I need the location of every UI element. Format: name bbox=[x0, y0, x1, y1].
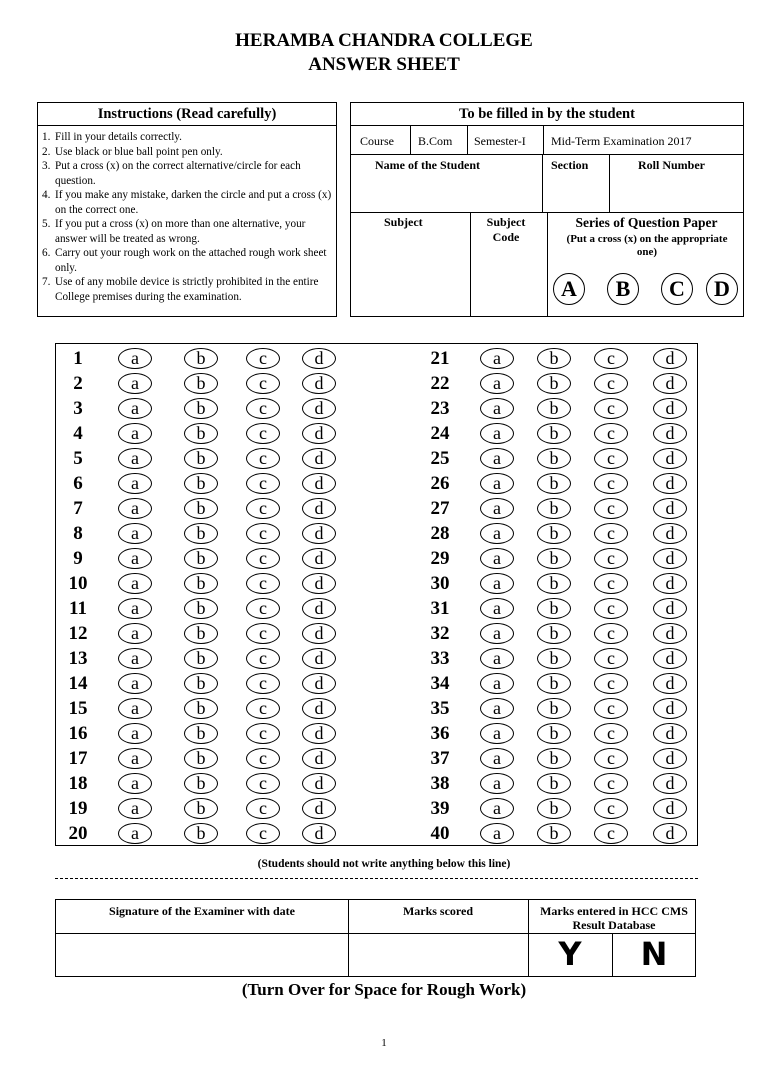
college-name: HERAMBA CHANDRA COLLEGE bbox=[235, 30, 533, 51]
answer-row bbox=[56, 821, 697, 846]
answer-row bbox=[56, 496, 697, 521]
question-number: 18 bbox=[68, 773, 88, 794]
answer-option-c[interactable]: c bbox=[594, 798, 628, 819]
question-number: 17 bbox=[68, 748, 88, 769]
answer-option-a[interactable]: a bbox=[480, 798, 514, 819]
answer-option-a[interactable]: a bbox=[118, 748, 152, 769]
instructions-heading: Instructions (Read carefully) bbox=[38, 103, 336, 126]
answer-option-b[interactable]: b bbox=[537, 773, 571, 794]
answer-option-b[interactable]: b bbox=[537, 523, 571, 544]
question-number: 15 bbox=[68, 698, 88, 719]
answer-row bbox=[56, 696, 697, 721]
answer-option-b[interactable]: b bbox=[184, 648, 218, 669]
question-number: 6 bbox=[73, 473, 83, 494]
answer-row bbox=[56, 746, 697, 771]
answer-option-a[interactable]: a bbox=[118, 598, 152, 619]
answer-option-b[interactable]: b bbox=[184, 823, 218, 844]
instruction-item bbox=[42, 217, 332, 246]
answer-option-b[interactable]: b bbox=[537, 823, 571, 844]
answer-option-a[interactable]: a bbox=[480, 698, 514, 719]
instruction-item bbox=[42, 145, 332, 160]
answer-option-c[interactable]: c bbox=[246, 523, 280, 544]
answer-option-d[interactable]: d bbox=[653, 748, 687, 769]
instruction-number: 2. bbox=[42, 145, 51, 158]
question-number: 19 bbox=[68, 798, 88, 819]
answer-option-b[interactable]: b bbox=[537, 648, 571, 669]
question-number: 4 bbox=[73, 423, 83, 444]
answer-option-a[interactable]: a bbox=[480, 598, 514, 619]
instruction-text: Use black or blue ball point pen only. bbox=[55, 145, 223, 158]
answer-option-b[interactable]: b bbox=[537, 548, 571, 569]
answer-option-b[interactable]: b bbox=[184, 598, 218, 619]
answer-option-d[interactable]: d bbox=[302, 523, 336, 544]
answer-option-b[interactable]: b bbox=[537, 448, 571, 469]
answer-option-c[interactable]: c bbox=[246, 498, 280, 519]
answer-option-c[interactable]: c bbox=[246, 423, 280, 444]
instruction-number: 3. bbox=[42, 160, 51, 172]
name-label: Name of the Student bbox=[375, 158, 480, 172]
series-option-d[interactable]: D bbox=[706, 273, 738, 305]
instruction-text: If you put a cross (x) on more than one alternative, your answer will be treated as wrong. bbox=[55, 218, 306, 245]
answer-option-a[interactable]: a bbox=[480, 723, 514, 744]
answer-option-c[interactable]: c bbox=[246, 723, 280, 744]
instruction-item bbox=[42, 275, 332, 304]
answer-option-d[interactable]: d bbox=[653, 798, 687, 819]
answer-option-c[interactable]: c bbox=[594, 673, 628, 694]
instruction-number: 6. bbox=[42, 247, 51, 259]
answer-option-b[interactable]: b bbox=[537, 373, 571, 394]
answer-option-c[interactable]: c bbox=[246, 573, 280, 594]
answer-option-a[interactable]: a bbox=[118, 723, 152, 744]
answer-option-d[interactable]: d bbox=[653, 448, 687, 469]
question-number: 21 bbox=[430, 348, 450, 369]
question-number: 8 bbox=[73, 523, 83, 544]
answer-option-b[interactable]: b bbox=[184, 748, 218, 769]
answer-option-d[interactable]: d bbox=[653, 698, 687, 719]
question-number: 13 bbox=[68, 648, 88, 669]
question-number: 27 bbox=[430, 498, 450, 519]
answer-option-b[interactable]: b bbox=[537, 423, 571, 444]
answer-option-a[interactable]: a bbox=[480, 498, 514, 519]
instruction-item bbox=[42, 246, 332, 275]
answer-option-b[interactable]: b bbox=[184, 723, 218, 744]
answer-row bbox=[56, 621, 697, 646]
examiner-table bbox=[55, 899, 696, 977]
answer-option-d[interactable]: d bbox=[302, 473, 336, 494]
marks-scored-label: Marks scored bbox=[402, 904, 474, 918]
answer-option-c[interactable]: c bbox=[246, 398, 280, 419]
answer-option-a[interactable]: a bbox=[118, 798, 152, 819]
answer-option-d[interactable]: d bbox=[302, 823, 336, 844]
question-number: 26 bbox=[430, 473, 450, 494]
answer-option-c[interactable]: c bbox=[246, 548, 280, 569]
answer-option-a[interactable]: a bbox=[480, 548, 514, 569]
question-number: 23 bbox=[430, 398, 450, 419]
answer-option-d[interactable]: d bbox=[302, 773, 336, 794]
answer-option-d[interactable]: d bbox=[302, 398, 336, 419]
dashed-divider bbox=[55, 878, 698, 879]
answer-option-b[interactable]: b bbox=[184, 448, 218, 469]
instruction-text: If you make any mistake, darken the circle and put a cross (x) on the correct one. bbox=[55, 189, 332, 216]
answer-option-b[interactable]: b bbox=[184, 348, 218, 369]
question-number: 24 bbox=[430, 423, 450, 444]
answer-option-a[interactable]: a bbox=[480, 573, 514, 594]
answer-option-a[interactable]: a bbox=[480, 423, 514, 444]
answer-option-a[interactable]: a bbox=[118, 423, 152, 444]
question-number: 34 bbox=[430, 673, 450, 694]
question-number: 3 bbox=[73, 398, 83, 419]
answer-option-a[interactable]: a bbox=[118, 823, 152, 844]
instruction-text: Use of any mobile device is strictly prohibited in the entire College premises during the examination. bbox=[55, 276, 319, 303]
page-number: 1 bbox=[381, 1037, 387, 1049]
answer-option-d[interactable]: d bbox=[653, 373, 687, 394]
semester-value[interactable]: Semester-I bbox=[474, 134, 526, 148]
answer-option-d[interactable]: d bbox=[653, 723, 687, 744]
answer-option-d[interactable]: d bbox=[653, 598, 687, 619]
question-number: 22 bbox=[430, 373, 450, 394]
answer-row bbox=[56, 471, 697, 496]
question-number: 7 bbox=[73, 498, 83, 519]
answer-option-c[interactable]: c bbox=[594, 748, 628, 769]
instruction-number: 4. bbox=[42, 189, 51, 201]
answer-option-a[interactable]: a bbox=[480, 523, 514, 544]
answer-option-a[interactable]: a bbox=[480, 823, 514, 844]
answer-row bbox=[56, 371, 697, 396]
instructions-list bbox=[38, 126, 336, 304]
answer-option-a[interactable]: a bbox=[118, 648, 152, 669]
question-number: 16 bbox=[68, 723, 88, 744]
instruction-text: Carry out your rough work on the attached rough work sheet only. bbox=[55, 247, 327, 274]
instruction-number: 5. bbox=[42, 218, 51, 230]
answer-option-b[interactable]: b bbox=[184, 498, 218, 519]
answer-option-c[interactable]: c bbox=[594, 723, 628, 744]
answer-option-a[interactable]: a bbox=[118, 523, 152, 544]
answer-option-a[interactable]: a bbox=[118, 398, 152, 419]
answer-option-a[interactable]: a bbox=[118, 623, 152, 644]
answer-option-b[interactable]: b bbox=[184, 798, 218, 819]
question-number: 38 bbox=[430, 773, 450, 794]
answer-option-b[interactable]: b bbox=[537, 673, 571, 694]
answer-option-a[interactable]: a bbox=[118, 773, 152, 794]
answer-option-c[interactable]: c bbox=[594, 423, 628, 444]
instruction-item bbox=[42, 188, 332, 217]
answer-option-a[interactable]: a bbox=[118, 573, 152, 594]
answer-option-b[interactable]: b bbox=[537, 698, 571, 719]
answer-option-c[interactable]: c bbox=[594, 373, 628, 394]
section-label: Section bbox=[551, 158, 589, 172]
answer-option-a[interactable]: a bbox=[118, 473, 152, 494]
answer-option-c[interactable]: c bbox=[594, 348, 628, 369]
answer-option-a[interactable]: a bbox=[118, 373, 152, 394]
instruction-item bbox=[42, 130, 332, 145]
answer-option-d[interactable]: d bbox=[302, 598, 336, 619]
hcc-yes-option[interactable]: Y bbox=[558, 935, 582, 973]
question-number: 29 bbox=[430, 548, 450, 569]
answer-row bbox=[56, 546, 697, 571]
answer-option-a[interactable]: a bbox=[118, 548, 152, 569]
student-details-box bbox=[350, 102, 744, 317]
question-number: 14 bbox=[68, 673, 88, 694]
turn-over-note: (Turn Over for Space for Rough Work) bbox=[241, 980, 527, 999]
question-number: 33 bbox=[430, 648, 450, 669]
answer-option-b[interactable]: b bbox=[184, 773, 218, 794]
answer-option-d[interactable]: d bbox=[653, 473, 687, 494]
answer-option-c[interactable]: c bbox=[594, 598, 628, 619]
question-number: 32 bbox=[430, 623, 450, 644]
answer-row bbox=[56, 346, 697, 371]
instruction-text: Put a cross (x) on the correct alternative/circle for each question. bbox=[55, 160, 301, 187]
answer-option-b[interactable]: b bbox=[537, 723, 571, 744]
hcc-entry-label: Marks entered in HCC CMS Result Database bbox=[540, 904, 688, 932]
answer-option-a[interactable]: a bbox=[118, 498, 152, 519]
answer-option-d[interactable]: d bbox=[302, 573, 336, 594]
answer-option-a[interactable]: a bbox=[480, 673, 514, 694]
answer-option-a[interactable]: a bbox=[118, 448, 152, 469]
answer-option-c[interactable]: c bbox=[246, 673, 280, 694]
answer-option-c[interactable]: c bbox=[246, 373, 280, 394]
answer-option-a[interactable]: a bbox=[480, 348, 514, 369]
answer-row bbox=[56, 571, 697, 596]
question-number: 28 bbox=[430, 523, 450, 544]
hcc-no-option[interactable]: N bbox=[640, 935, 668, 973]
answer-option-d[interactable]: d bbox=[653, 398, 687, 419]
question-number: 36 bbox=[430, 723, 450, 744]
answer-option-d[interactable]: d bbox=[302, 423, 336, 444]
answer-option-d[interactable]: d bbox=[302, 673, 336, 694]
answer-option-b[interactable]: b bbox=[537, 798, 571, 819]
answer-option-d[interactable]: d bbox=[302, 548, 336, 569]
answer-option-c[interactable]: c bbox=[246, 773, 280, 794]
series-label: Series of Question Paper bbox=[575, 215, 718, 230]
answer-option-c[interactable]: c bbox=[594, 823, 628, 844]
student-box-heading: To be filled in by the student bbox=[351, 103, 743, 126]
answer-option-c[interactable]: c bbox=[246, 748, 280, 769]
answer-option-d[interactable]: d bbox=[653, 423, 687, 444]
answer-grid bbox=[55, 343, 698, 846]
sheet-title: ANSWER SHEET bbox=[308, 54, 460, 75]
answer-option-b[interactable]: b bbox=[537, 498, 571, 519]
answer-option-d[interactable]: d bbox=[302, 448, 336, 469]
question-number: 37 bbox=[430, 748, 450, 769]
answer-option-b[interactable]: b bbox=[184, 573, 218, 594]
answer-option-a[interactable]: a bbox=[480, 623, 514, 644]
answer-option-c[interactable]: c bbox=[246, 348, 280, 369]
question-number: 12 bbox=[68, 623, 88, 644]
answer-option-d[interactable]: d bbox=[653, 648, 687, 669]
answer-option-d[interactable]: d bbox=[302, 623, 336, 644]
answer-option-c[interactable]: c bbox=[246, 648, 280, 669]
answer-option-d[interactable]: d bbox=[302, 648, 336, 669]
question-number: 1 bbox=[73, 348, 83, 369]
answer-option-d[interactable]: d bbox=[302, 373, 336, 394]
answer-option-b[interactable]: b bbox=[537, 748, 571, 769]
question-number: 5 bbox=[73, 448, 83, 469]
answer-row bbox=[56, 671, 697, 696]
question-number: 20 bbox=[68, 823, 88, 844]
answer-option-d[interactable]: d bbox=[653, 523, 687, 544]
answer-option-c[interactable]: c bbox=[246, 473, 280, 494]
answer-option-c[interactable]: c bbox=[594, 623, 628, 644]
answer-option-c[interactable]: c bbox=[594, 398, 628, 419]
divider-note: (Students should not write anything below this line) bbox=[257, 858, 511, 870]
course-value[interactable]: B.Com bbox=[418, 134, 453, 148]
question-number: 30 bbox=[430, 573, 450, 594]
examiner-signature-label: Signature of the Examiner with date bbox=[109, 904, 295, 918]
subject-code-label: Subject Code bbox=[486, 215, 526, 244]
answer-option-d[interactable]: d bbox=[302, 698, 336, 719]
answer-row bbox=[56, 796, 697, 821]
answer-option-d[interactable]: d bbox=[302, 498, 336, 519]
answer-option-b[interactable]: b bbox=[184, 523, 218, 544]
answer-row bbox=[56, 396, 697, 421]
answer-option-c[interactable]: c bbox=[594, 448, 628, 469]
answer-option-b[interactable]: b bbox=[537, 348, 571, 369]
answer-option-c[interactable]: c bbox=[594, 548, 628, 569]
answer-option-c[interactable]: c bbox=[594, 523, 628, 544]
roll-number-label: Roll Number bbox=[638, 158, 705, 172]
answer-option-d[interactable]: d bbox=[653, 348, 687, 369]
question-number: 39 bbox=[430, 798, 450, 819]
answer-row bbox=[56, 646, 697, 671]
answer-row bbox=[56, 721, 697, 746]
question-number: 2 bbox=[73, 373, 83, 394]
answer-option-c[interactable]: c bbox=[246, 823, 280, 844]
answer-option-a[interactable]: a bbox=[480, 773, 514, 794]
answer-option-a[interactable]: a bbox=[118, 698, 152, 719]
answer-option-b[interactable]: b bbox=[537, 573, 571, 594]
series-option-a[interactable]: A bbox=[553, 273, 585, 305]
instruction-text: Fill in your details correctly. bbox=[55, 131, 182, 143]
answer-option-c[interactable]: c bbox=[246, 798, 280, 819]
answer-option-d[interactable]: d bbox=[653, 623, 687, 644]
answer-option-b[interactable]: b bbox=[537, 398, 571, 419]
series-note: (Put a cross (x) on the appropriate one) bbox=[566, 233, 728, 258]
answer-option-b[interactable]: b bbox=[184, 398, 218, 419]
answer-option-b[interactable]: b bbox=[537, 473, 571, 494]
answer-option-c[interactable]: c bbox=[246, 698, 280, 719]
answer-option-d[interactable]: d bbox=[653, 673, 687, 694]
answer-option-c[interactable]: c bbox=[594, 498, 628, 519]
answer-option-d[interactable]: d bbox=[653, 548, 687, 569]
answer-option-b[interactable]: b bbox=[184, 423, 218, 444]
instruction-item bbox=[42, 159, 332, 188]
answer-row bbox=[56, 421, 697, 446]
answer-option-a[interactable]: a bbox=[480, 748, 514, 769]
course-label: Course bbox=[360, 134, 394, 148]
answer-option-d[interactable]: d bbox=[653, 498, 687, 519]
answer-option-a[interactable]: a bbox=[118, 673, 152, 694]
answer-option-c[interactable]: c bbox=[246, 448, 280, 469]
instructions-box bbox=[37, 102, 337, 317]
exam-value[interactable]: Mid-Term Examination 2017 bbox=[551, 134, 692, 148]
subject-label: Subject bbox=[384, 215, 423, 229]
answer-option-d[interactable]: d bbox=[302, 748, 336, 769]
question-number: 31 bbox=[430, 598, 450, 619]
answer-option-d[interactable]: d bbox=[653, 773, 687, 794]
answer-option-b[interactable]: b bbox=[184, 698, 218, 719]
answer-option-c[interactable]: c bbox=[594, 648, 628, 669]
answer-option-c[interactable]: c bbox=[594, 573, 628, 594]
answer-option-a[interactable]: a bbox=[480, 473, 514, 494]
instruction-number: 1. bbox=[42, 131, 51, 143]
answer-option-d[interactable]: d bbox=[302, 798, 336, 819]
answer-option-b[interactable]: b bbox=[537, 623, 571, 644]
answer-option-d[interactable]: d bbox=[302, 723, 336, 744]
question-number: 9 bbox=[73, 548, 83, 569]
answer-option-b[interactable]: b bbox=[184, 673, 218, 694]
series-option-c[interactable]: C bbox=[661, 273, 693, 305]
answer-option-a[interactable]: a bbox=[480, 398, 514, 419]
answer-option-c[interactable]: c bbox=[246, 598, 280, 619]
answer-option-c[interactable]: c bbox=[594, 698, 628, 719]
question-number: 11 bbox=[69, 598, 87, 619]
answer-row bbox=[56, 771, 697, 796]
answer-option-d[interactable]: d bbox=[653, 823, 687, 844]
answer-option-c[interactable]: c bbox=[594, 473, 628, 494]
answer-option-b[interactable]: b bbox=[184, 373, 218, 394]
answer-option-a[interactable]: a bbox=[118, 348, 152, 369]
question-number: 40 bbox=[430, 823, 450, 844]
answer-option-b[interactable]: b bbox=[184, 548, 218, 569]
question-number: 35 bbox=[430, 698, 450, 719]
answer-row bbox=[56, 596, 697, 621]
question-number: 25 bbox=[430, 448, 450, 469]
answer-option-b[interactable]: b bbox=[537, 598, 571, 619]
answer-option-b[interactable]: b bbox=[184, 473, 218, 494]
answer-row bbox=[56, 521, 697, 546]
answer-option-d[interactable]: d bbox=[653, 573, 687, 594]
series-option-b[interactable]: B bbox=[607, 273, 639, 305]
answer-option-a[interactable]: a bbox=[480, 648, 514, 669]
answer-option-b[interactable]: b bbox=[184, 623, 218, 644]
instruction-number: 7. bbox=[42, 276, 51, 288]
answer-option-c[interactable]: c bbox=[594, 773, 628, 794]
answer-option-a[interactable]: a bbox=[480, 448, 514, 469]
answer-option-c[interactable]: c bbox=[246, 623, 280, 644]
answer-row bbox=[56, 446, 697, 471]
question-number: 10 bbox=[68, 573, 88, 594]
answer-option-a[interactable]: a bbox=[480, 373, 514, 394]
answer-option-d[interactable]: d bbox=[302, 348, 336, 369]
